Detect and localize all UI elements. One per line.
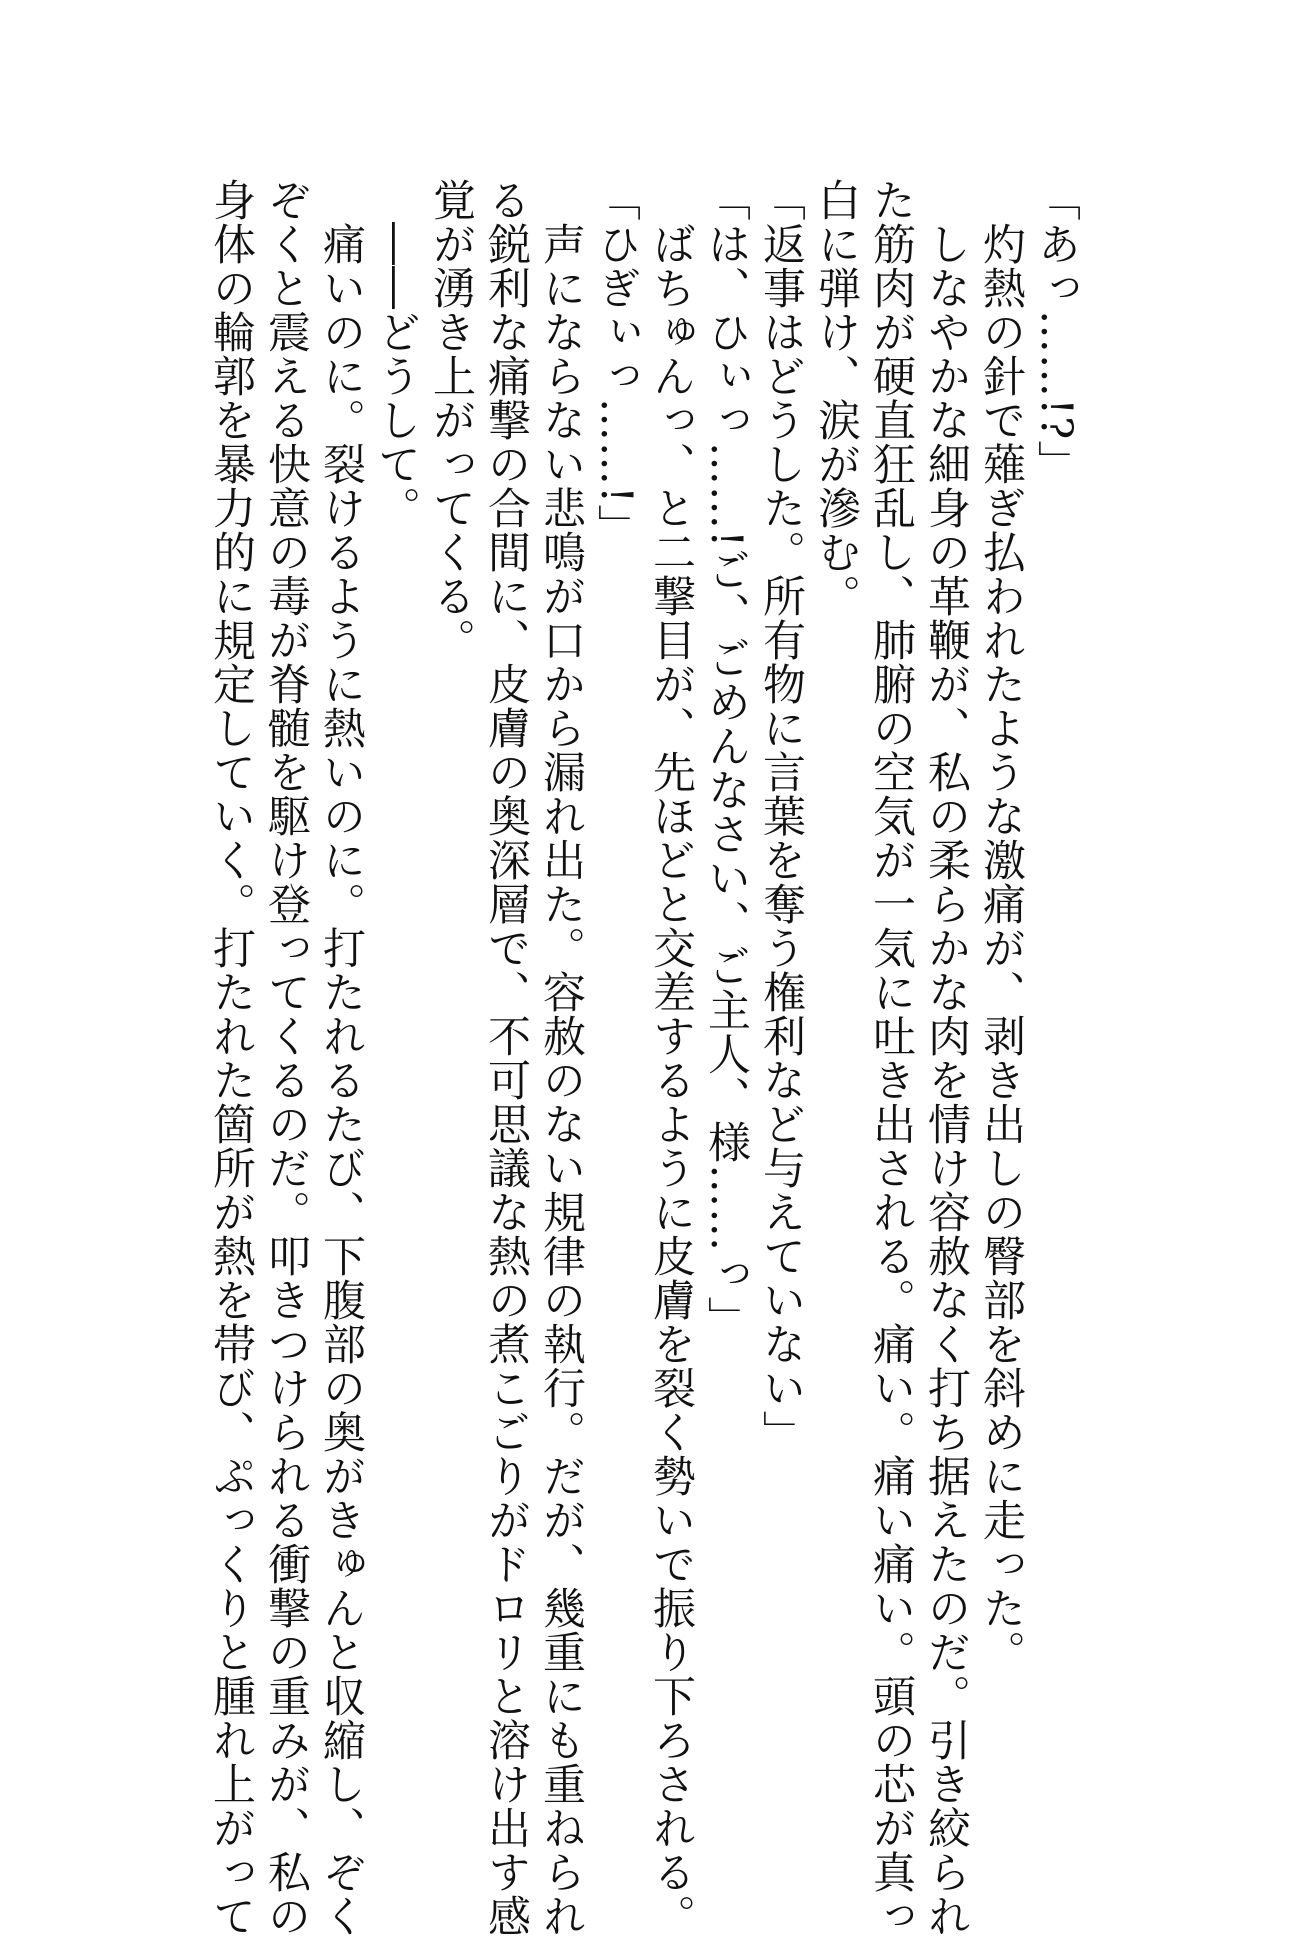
text-line-16: 身体の輪郭を暴力的に規定していく。打たれた箇所が熱を帯び、ぷっくりと腫れ上がって — [206, 178, 256, 1938]
text-line-1: 「あっ……!?」 — [1031, 178, 1081, 485]
text-line-13: ――どうして。 — [371, 178, 421, 530]
text-line-3: しなやかな細身の革鞭が、私の柔らかな肉を情け容赦なく打ち据えたのだ。引き絞られ — [921, 178, 971, 1938]
text-line-14: 痛いのに。裂けるように熱いのに。打たれるたび、下腹部の奥がきゅんと収縮し、ぞく — [316, 178, 366, 1938]
text-line-11: る鋭利な痛撃の合間に、皮膚の奥深層で、不可思議な熱の煮こごりがドロリと溶け出す感 — [481, 178, 531, 1938]
text-line-7: 「は、ひぃっ……!ご、ごめんなさい、ご主人、様……っ」 — [701, 178, 751, 1341]
text-line-4: た筋肉が硬直狂乱し、肺腑の空気が一気に吐き出される。痛い。痛い痛い。頭の芯が真っ — [866, 178, 916, 1938]
text-line-12: 覚が湧き上がってくる。 — [426, 178, 476, 662]
text-line-15: ぞくと震える快意の毒が脊髄を駆け登ってくるのだ。叩きつけられる衝撃の重みが、私の — [261, 178, 311, 1938]
vertical-text-body — [203, 178, 1083, 1938]
text-line-9: 「ひぎぃっ……!」 — [591, 178, 641, 549]
text-line-5: 白に弾け、涙が滲む。 — [811, 178, 861, 618]
text-line-6: 「返事はどうした。所有物に言葉を奪う権利など与えていない」 — [756, 178, 806, 1454]
text-line-2: 灼熱の針で薙ぎ払われたような激痛が、剥き出しの臀部を斜めに走った。 — [976, 178, 1026, 1674]
text-line-8: ばちゅんっ、と二撃目が、先ほどと交差するように皮膚を裂く勢いで振り下ろされる。 — [646, 178, 696, 1938]
text-line-10: 声にならない悲鳴が口から漏れ出た。容赦のない規律の執行。だが、幾重にも重ねられ — [536, 178, 586, 1938]
